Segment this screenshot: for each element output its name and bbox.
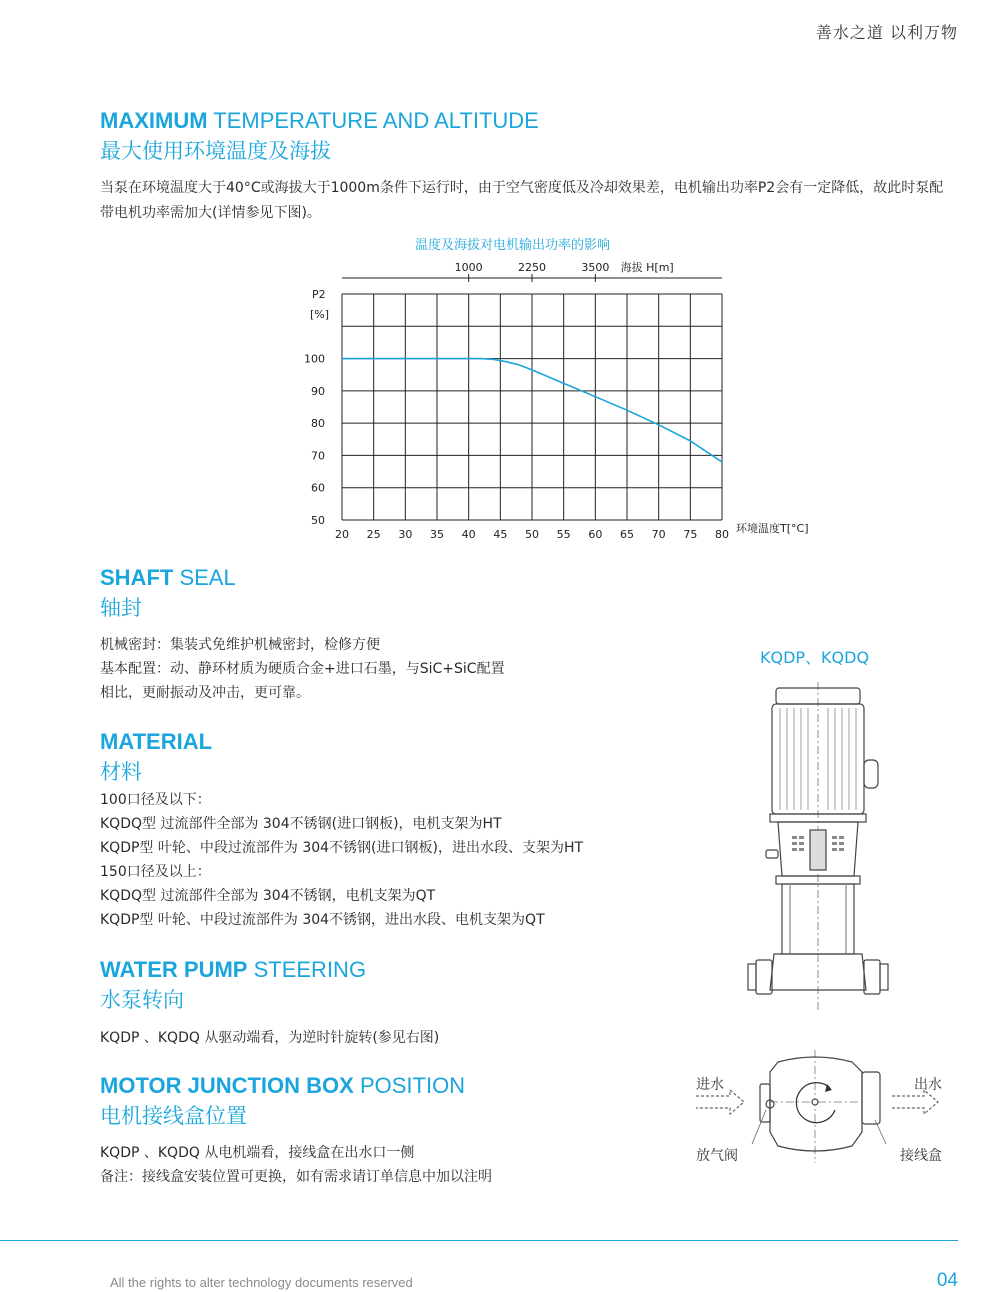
material-line: KQDQ型 过流部件全部为 304不锈钢(进口钢板)，电机支架为HT xyxy=(100,816,502,832)
chart-x-axis xyxy=(335,528,729,541)
chart-y-axis xyxy=(304,353,325,527)
vent-valve-label: 放气阀 xyxy=(696,1148,738,1164)
chart-x-tick-label: 60 xyxy=(588,528,603,541)
material-line: 150口径及以上： xyxy=(100,864,211,880)
shaft-seal-text xyxy=(100,633,505,705)
chart-y-axis-label-line1: P2 xyxy=(312,288,326,301)
shaft-seal-line: 机械密封：集装式免维护机械密封，检修方便 xyxy=(100,637,380,653)
slogan: 善水之道 以利万物 xyxy=(815,23,958,42)
material-line: KQDQ型 过流部件全部为 304不锈钢，电机支架为QT xyxy=(100,888,436,904)
inlet-label: 进水 xyxy=(696,1077,724,1093)
footer-divider xyxy=(0,1240,958,1241)
chart-x-tick-label: 75 xyxy=(683,528,698,541)
steering-heading-en xyxy=(100,957,366,983)
junction-box-text xyxy=(100,1141,492,1189)
chart-x-tick-label: 70 xyxy=(651,528,666,541)
page-number: 04 xyxy=(936,1270,958,1291)
chart-top-tick-label: 1000 xyxy=(454,261,483,274)
material-heading-cn: 材料 xyxy=(100,760,142,784)
junction-box-line: KQDP 、KQDQ 从电机端看，接线盒在出水口一侧 xyxy=(100,1145,415,1161)
chart-y-tick-label: 100 xyxy=(304,352,325,366)
chart-y-tick-label: 80 xyxy=(311,417,325,431)
steering-heading-en-rest: STEERING xyxy=(247,957,367,982)
material-heading-en xyxy=(100,729,212,755)
chart-x-tick-label: 30 xyxy=(398,528,413,541)
chart-x-axis-label: 环境温度T[°C] xyxy=(736,522,809,535)
chart-x-tick-label: 20 xyxy=(335,528,349,541)
shaft-seal-heading-en xyxy=(100,565,236,591)
material-text xyxy=(100,788,583,932)
chart-top-axis xyxy=(455,261,610,282)
temperature-paragraph: 当泵在环境温度大于40°C或海拔大于1000m条件下运行时，由于空气密度低及冷却效果差，电机输出功率P2会有一定降低，故此时泵配带电机功率需加大(详情参见下图)。 xyxy=(100,180,944,221)
temperature-heading-en-rest: TEMPERATURE AND ALTITUDE xyxy=(207,108,539,133)
chart xyxy=(290,256,830,548)
chart-x-tick-label: 80 xyxy=(715,528,729,541)
chart-x-tick-label: 40 xyxy=(461,528,476,541)
material-heading-en-bold: MATERIAL xyxy=(100,729,213,754)
junction-box-heading-en-bold: MOTOR JUNCTION BOX xyxy=(100,1073,354,1098)
junction-box-heading-en-rest: POSITION xyxy=(353,1073,466,1098)
shaft-seal-line: 相比，更耐振动及冲击，更可靠。 xyxy=(100,685,310,701)
junction-box-heading-en xyxy=(100,1073,465,1099)
chart-title: 温度及海拔对电机输出功率的影响 xyxy=(415,238,611,253)
footer-rights: All the rights to alter technology documents reserved xyxy=(110,1275,413,1290)
shaft-seal-line: 基本配置：动、静环材质为硬质合金+进口石墨，与SiC+SiC配置 xyxy=(100,661,505,677)
steering-heading-en-bold: WATER PUMP xyxy=(100,957,248,982)
steering-heading-cn: 水泵转向 xyxy=(100,988,184,1012)
chart-y-tick-label: 90 xyxy=(311,384,325,398)
pump-side-view-drawing xyxy=(740,678,900,1018)
chart-x-tick-label: 50 xyxy=(525,528,539,541)
material-line: KQDP型 叶轮、中段过流部件为 304不锈钢，进出水段、电机支架为QT xyxy=(100,912,545,928)
chart-x-tick-label: 45 xyxy=(493,528,508,541)
chart-top-axis-label: 海拔 H[m] xyxy=(620,261,674,274)
chart-x-tick-label: 55 xyxy=(556,528,571,541)
material-line: 100口径及以下： xyxy=(100,792,211,808)
shaft-seal-heading-en-rest: SEAL xyxy=(173,565,236,590)
temperature-heading-en xyxy=(100,108,539,134)
junction-box-heading-cn: 电机接线盒位置 xyxy=(100,1104,247,1128)
chart-top-tick-label: 2250 xyxy=(518,261,546,274)
chart-grid xyxy=(342,294,722,520)
chart-y-tick-label: 60 xyxy=(311,481,325,495)
outlet-label: 出水 xyxy=(914,1077,942,1093)
chart-x-tick-label: 35 xyxy=(430,528,444,541)
steering-text: KQDP 、KQDQ 从驱动端看，为逆时针旋转(参见右图) xyxy=(100,1030,440,1046)
chart-y-axis-label-line2: [%] xyxy=(310,308,330,321)
chart-y-tick-label: 50 xyxy=(311,514,325,527)
temperature-heading-cn: 最大使用环境温度及海拔 xyxy=(100,139,331,163)
chart-x-tick-label: 65 xyxy=(620,528,634,541)
shaft-seal-heading-en-bold: SHAFT xyxy=(100,565,174,590)
model-label: KQDP、KQDQ xyxy=(760,648,870,667)
temperature-heading-en-bold: MAXIMUM xyxy=(100,108,208,133)
chart-y-tick-label: 70 xyxy=(311,449,325,463)
shaft-seal-heading-cn: 轴封 xyxy=(100,596,142,620)
chart-x-tick-label: 25 xyxy=(366,528,381,541)
junction-box-line: 备注：接线盒安装位置可更换，如有需求请订单信息中加以注明 xyxy=(100,1169,492,1185)
chart-top-tick-label: 3500 xyxy=(581,261,610,274)
material-line: KQDP型 叶轮、中段过流部件为 304不锈钢(进口钢板)，进出水段、支架为HT xyxy=(100,840,584,856)
junction-box-label: 接线盒 xyxy=(900,1148,942,1164)
